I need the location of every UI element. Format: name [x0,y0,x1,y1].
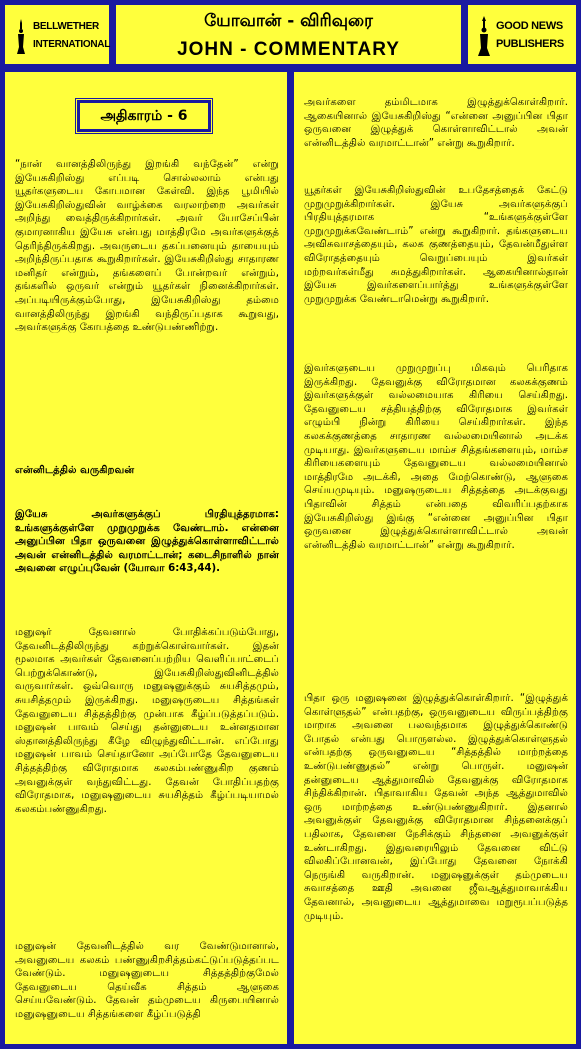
left-column [3,70,289,1046]
right-paragraph-2 [304,184,568,306]
left-paragraph-2 [15,626,279,816]
section-heading [15,464,279,478]
paragraph-text: மனுஷர் தேவனால் போதிக்கப்படும்போது, தேவனிடத்திலிருந்து கற்றுக்கொள்வார்கள். இதன் மூலமாக அவர்கள் தேவனைப்பற்றிய வெளிப்பாட்டைப் பெற்றுக்கொண்டு, இயேசுகிறிஸ்துவினிடத்தில் வருவார்கள். ஒவ்வொரு மனுஷனுக்கும் சுயசித்தமும், சுயசித்தமும் இருக்கிறது. மனுஷருடைய சித்தங்கள் தேவனுடைய சித்தத்திற்கு முன்பாக கீழ்ப்படுத்தப்படும். மனுஷன் பாவம் செய்து தன்னுடைய உன்னதமான ஸ்தானத்திலிருந்து கீழே விழுந்துவிட்டான். எப்போது மனுஷன் பாவம் செய்தானோ அப்போதே தேவனுடைய சித்தத்திற்கு விரோதமாக கலகம்பண்ணுகிற குணம் அவனுக்குள் வந்துவிட்டது. தேவன் போதிப்பதற்கு விரோதமாக, மனுஷனுடைய சுயசித்தம் கீழ்ப்படியாமல் கலகம்பண்ணுகிறது. [15,627,279,815]
right-paragraph-3 [304,362,568,552]
logo-left [3,3,111,66]
logo-right-line2: PUBLISHERS [496,38,564,50]
logo-left-line1: BELLWETHER [33,21,99,32]
header-title-box [114,3,463,66]
right-column [292,70,578,1046]
chapter-label: அதிகாரம் - 6 [75,98,213,134]
paragraph-text: பிதா ஒரு மனுஷனை இழுத்துக்கொள்கிறார். “இழுத்துக் கொள்ளுதல்” என்பதற்கு, ஒருவனுடைய விருப்பத்திற்கு மாறாக அவனை பலவந்தமாக இழுத்துக்கொண்டு போதல் என்பது பொருளல்ல. இழுத்துக்கொள்ளுதல் என்பதற்கு ஒருவனுடைய “சித்தத்தில் மாற்றத்தை உண்டுபண்ணுதல்” என்று பொருள். மனுஷன் தன்னுடைய ஆத்துமாவில் தேவனுக்கு விரோதமாக சிந்திக்கிறான். பிதாவாகிய தேவன் அந்த ஆத்துமாவில் ஒரு மாற்றத்தை உண்டுபண்ணுகிறார். இதனால் அவனுக்குள் தேவனுக்கு விரோதமான சிந்தனைக்குப் பதிலாக, தேவனை நேசிக்கும் சிந்தனை அவனுக்குள் உண்டாகிறது. இதுவரையிலும் தேவனை விட்டு விலகிப்போனவன், இப்போது தேவனை நோக்கி நெருங்கி வருகிறான். மனுஷனுக்குள் தம்முடைய சுவாசத்தை ஊதி அவனை ஜீவஆத்துமாவாக்கிய தேவனால், அவனுடைய ஆத்துமாவை மறுரூபப்படுத்த முடியும். [304,693,568,922]
heading-text: என்னிடத்தில் வருகிறவன் [15,465,135,476]
left-paragraph-1 [15,158,279,335]
left-paragraph-3 [15,940,279,1022]
title-tamil: யோவான் - விரிவுரை [204,11,373,31]
paragraph-text: “நான் வானத்திலிருந்து இறங்கி வந்தேன்” என்று இயேசுகிறிஸ்து எப்படி சொல்லலாம் என்பது யூதர்களுடைய கோபமான கேள்வி. இந்த பூமியில் இயேசுகிறிஸ்துவின் வாழ்க்கை வரலாற்றை அவர்கள் அறிந்து வைத்திருக்கிறார்கள். அவர் யோசேப்பின் குமாரனாகிய இயேசு என்பது மாத்திரமே அவர்களுக்குத் தெரிந்திருக்கிறது. அவருடைய தகப்பனையும் தாயையும் அறிந்திருப்பதாக கூறுகிறார்கள். இயேசுகிறிஸ்து சாதாரண மனிதர் என்றும், தங்களைப் போன்றவர் என்றும், தங்களில் ஒருவர் என்றும் யூதர்கள் நினைக்கிறார்கள். அப்படியிருக்கும்போது, இயேசுகிறிஸ்து தம்மை வானத்திலிருந்து இறங்கி வந்திருப்பதாக கூறுவது, அவர்களுக்கு கோபத்தை உண்டுபண்ணிற்று. [15,159,279,334]
verse-text: இயேசு அவர்களுக்குப் பிரதியுத்தரமாக: உங்களுக்குள்ளே முறுமுறுக்க வேண்டாம். என்னை அனுப்பின பிதா ஒருவனை இழுத்துக்கொள்ளாவிட்டால் அவன் என்னிடத்தில் வரமாட்டான்; கடைசிநாளில் நான் அவனை எழுப்புவேன் (யோவா 6:43,44). [15,509,279,575]
paragraph-text: மனுஷன் தேவனிடத்தில் வர வேண்டுமானால், அவனுடைய கலகம் பண்ணுகிறசித்தம்கட்டுப்படுத்தப்பட வேண்டும். மனுஷனுடைய சித்தத்திற்குமேல் தேவனுடைய தெய்வீக சித்தம் ஆளுகை செய்யவேண்டும். தேவன் தம்முடைய கிருபையினால் மனுஷனுடைய சித்தங்களை கீழ்ப்படுத்தி [15,941,279,1020]
paragraph-text: யூதர்கள் இயேசுகிறிஸ்துவின் உபதேசத்தைக் கேட்டு முறுமுறுக்கிறார்கள். இயேசு அவர்களுக்குப் பிரதியுத்தரமாக “உங்களுக்குள்ளே முறுமுறுக்கவேண்டாம்” என்று கூறுகிறார். தங்களுடைய அவிசுவாசத்தையும், கலக குணத்தையும், தேவன்மீதுள்ள விரோதத்தையும் வெறுப்பையும் இவர்கள் மற்றவர்கள்மீது சுமத்துகிறார்கள். ஆகையினால்தான் இயேசு இவர்களைப்பார்த்து உங்களுக்குள்ளே முறுமுறுக்க வேண்டாமென்று கூறுகிறார். [304,185,568,305]
right-paragraph-4 [304,692,568,923]
paragraph-text: அவர்களை தம்மிடமாக இழுத்துக்கொள்கிறார். ஆகையினால் இயேசுகிறிஸ்து “என்னை அனுப்பின பிதா ஒருவனை இழுத்துக் கொள்ளாவிட்டால் அவன் என்னிடத்தில் வரமாட்டான்” என்று கூறுகிறார். [304,97,568,149]
right-paragraph-1 [304,96,568,150]
logo-right-line1: GOOD NEWS [496,20,563,32]
logo-left-line2: INTERNATIONAL [33,39,111,50]
verse-quote [15,508,279,576]
torch-figure-icon [15,17,27,55]
torch-figure-icon [476,15,492,57]
paragraph-text: இவர்களுடைய முறுமுறுப்பு மிகவும் பெரிதாக இருக்கிறது. தேவனுக்கு விரோதமான கலகக்குணம் இவர்களுக்குள் வல்லமையாக கிரியை செய்கிறது. தேவனுடைய சத்தியத்திற்கு விரோதமாக இவர்கள் எழும்பி நின்று கிரியை செய்கிறார்கள். இந்த கலகக்குணத்தை சாதாரண வல்லமையினால் அடக்க முடியாது. இவர்களுடைய மாம்ச சித்தங்களையும், மாம்ச கிரியைகளையும் தேவனுடைய வல்லமையினால் மாத்திரமே அடக்கி, அதை மேற்கொண்டு, ஆளுகை செய்யமுடியும். மனுஷருடைய சித்தத்தை அடக்குவது பிதாவின் சித்தம் என்பதை விவரிப்பதற்காக இயேசுகிறிஸ்து இங்கு “என்னை அனுப்பின பிதா ஒருவனை இழுத்துக்கொள்ளாவிட்டால் அவன் என்னிடத்தில் வரமாட்டான்” என்று கூறுகிறார். [304,363,568,551]
title-english: JOHN - COMMENTARY [177,39,400,60]
logo-right [466,3,578,66]
